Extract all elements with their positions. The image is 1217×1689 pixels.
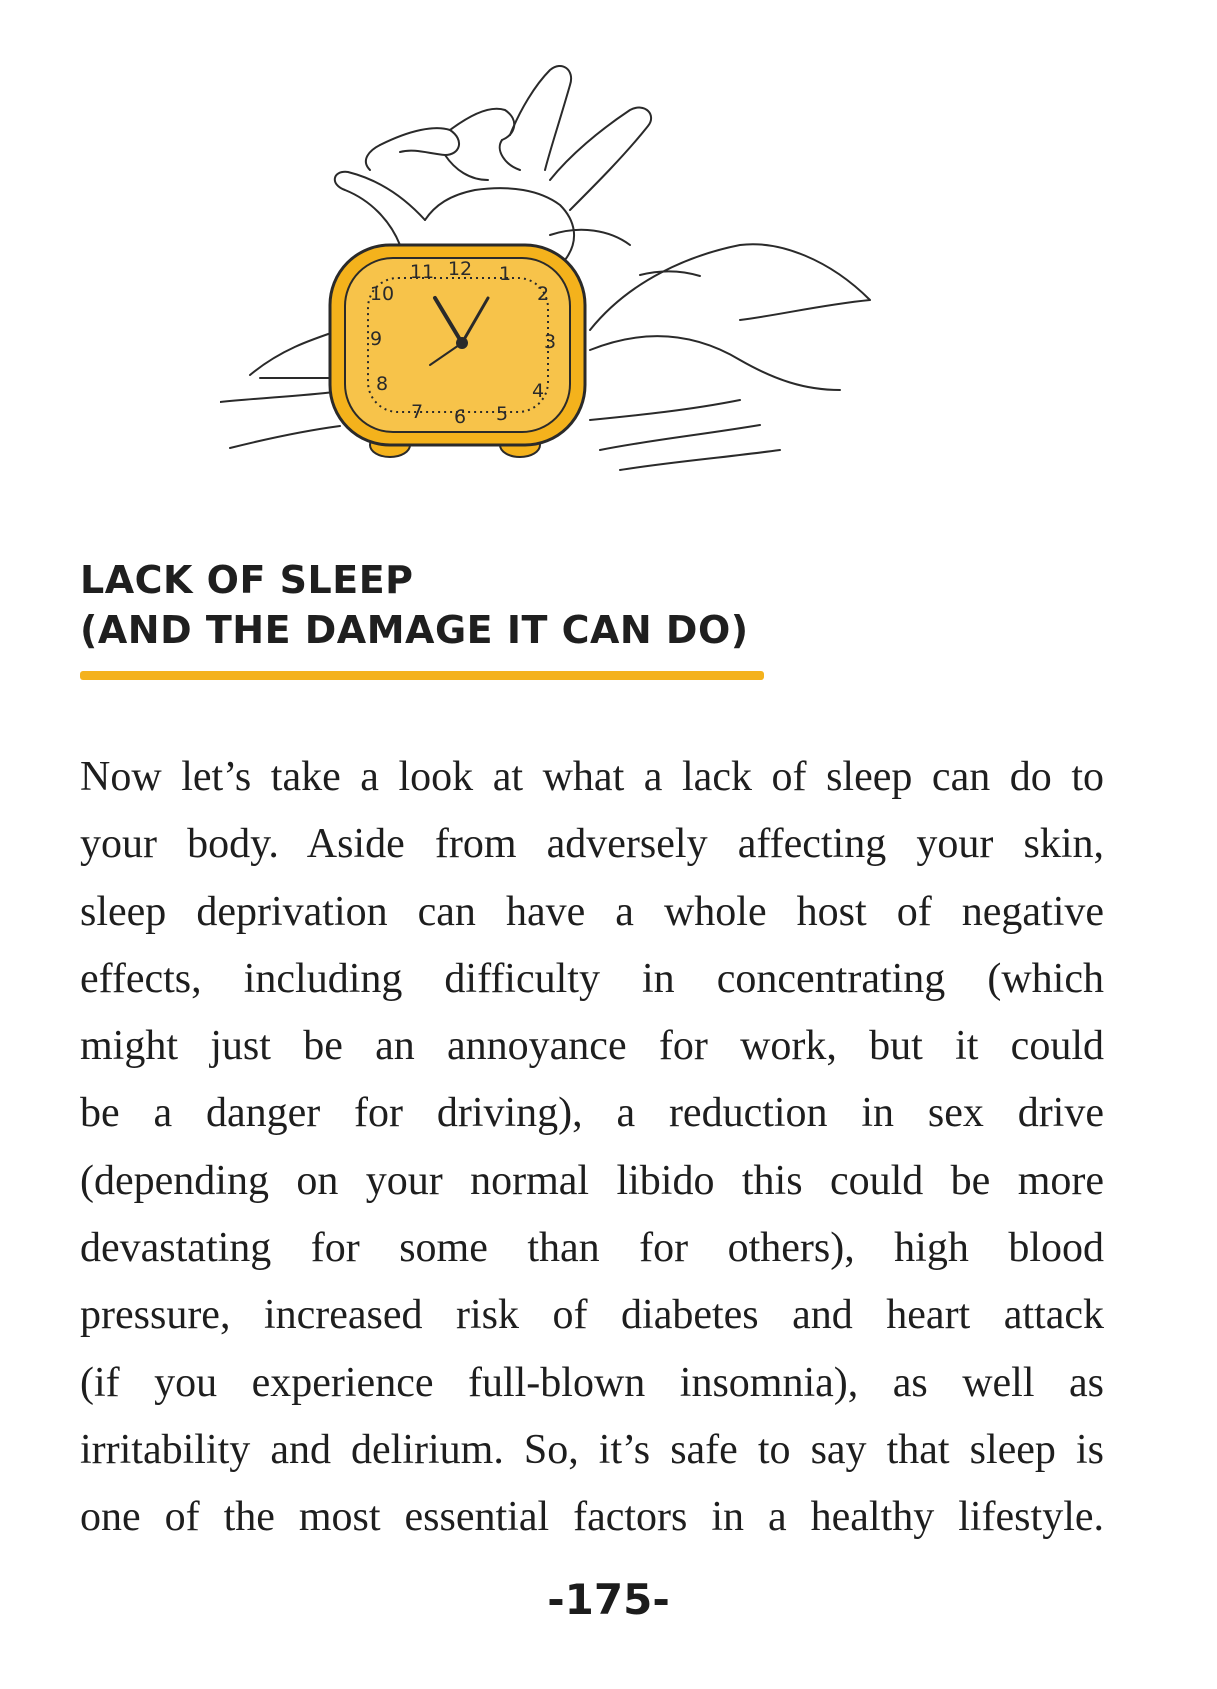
body-line: your body. Aside from adversely affecting your skin, [80, 821, 1104, 868]
body-line: might just be an annoyance for work, but it could [80, 1023, 1104, 1070]
heading-underline [80, 671, 764, 680]
clock-number: 1 [498, 263, 512, 285]
alarm-clock-hand-icon [220, 30, 920, 510]
section-heading [80, 555, 749, 655]
clock-number: 5 [495, 403, 509, 425]
body-line: be a danger for driving), a reduction in sex drive [80, 1090, 1104, 1137]
clock-number: 3 [543, 331, 557, 353]
clock-number: 10 [369, 283, 395, 305]
body-line: devastating for some than for others), high blood [80, 1225, 1104, 1272]
heading-line-2: (AND THE DAMAGE IT CAN DO) [80, 608, 749, 652]
page-number: -175- [547, 1575, 670, 1624]
clock-number: 4 [531, 380, 545, 402]
clock-number: 8 [375, 373, 389, 395]
clock-number: 12 [447, 258, 473, 280]
body-line: pressure, increased risk of diabetes and heart attack [80, 1292, 1104, 1339]
body-line: (depending on your normal libido this could be more [80, 1157, 1104, 1204]
body-line: irritability and delirium. So, it’s safe to say that sleep is [80, 1426, 1104, 1473]
clock-number: 2 [536, 283, 550, 305]
body-line: (if you experience full-blown insomnia), as well as [80, 1359, 1104, 1406]
body-line: one of the most essential factors in a healthy lifestyle. [80, 1494, 1104, 1541]
body-line: sleep deprivation can have a whole host of negative [80, 888, 1104, 935]
clock-number: 6 [453, 406, 467, 428]
body-line: effects, including difficulty in concentrating (which [80, 955, 1104, 1002]
clock-number: 11 [409, 261, 435, 283]
body-paragraph [80, 744, 1104, 1552]
clock-number: 7 [410, 401, 424, 423]
heading-line-1: LACK OF SLEEP [80, 558, 414, 602]
clock-number: 9 [369, 328, 383, 350]
body-line: Now let’s take a look at what a lack of sleep can do to [80, 754, 1104, 800]
